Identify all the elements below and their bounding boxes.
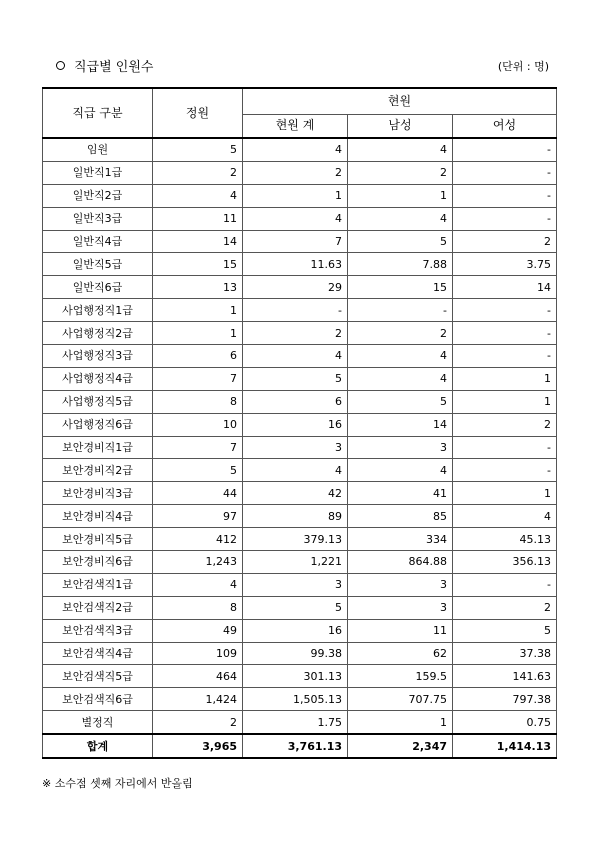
cell-male: 3 [348, 436, 453, 459]
cell-quota: 10 [153, 413, 243, 436]
cell-current-total: 4 [243, 459, 348, 482]
cell-quota: 4 [153, 184, 243, 207]
cell-grade: 보안경비직6급 [43, 551, 153, 574]
cell-male: 4 [348, 207, 453, 230]
cell-grade: 별정직 [43, 711, 153, 734]
cell-current-total: - [243, 299, 348, 322]
cell-quota: 1,243 [153, 551, 243, 574]
cell-current-total: 89 [243, 505, 348, 528]
table-row [43, 345, 557, 368]
cell-male: 2,347 [348, 734, 453, 758]
cell-grade: 일반직1급 [43, 161, 153, 184]
cell-quota: 7 [153, 367, 243, 390]
cell-female: 0.75 [453, 711, 557, 734]
table-row [43, 184, 557, 207]
cell-female: 5 [453, 619, 557, 642]
table-row [43, 436, 557, 459]
cell-quota: 109 [153, 642, 243, 665]
table-row [43, 482, 557, 505]
cell-quota: 6 [153, 345, 243, 368]
cell-male: 864.88 [348, 551, 453, 574]
table-row [43, 276, 557, 299]
table-row [43, 253, 557, 276]
cell-male: 2 [348, 161, 453, 184]
section-title: 직급별 인원수 [74, 60, 154, 75]
cell-quota: 14 [153, 230, 243, 253]
cell-female: - [453, 322, 557, 345]
cell-female: - [453, 573, 557, 596]
cell-quota: 49 [153, 619, 243, 642]
cell-current-total: 3 [243, 573, 348, 596]
cell-female: 14 [453, 276, 557, 299]
cell-female: 797.38 [453, 688, 557, 711]
cell-current-total: 4 [243, 138, 348, 161]
cell-grade: 보안검색직4급 [43, 642, 153, 665]
cell-quota: 5 [153, 138, 243, 161]
cell-quota: 11 [153, 207, 243, 230]
header-quota: 정원 [153, 88, 243, 138]
cell-male: 14 [348, 413, 453, 436]
cell-quota: 97 [153, 505, 243, 528]
cell-male: 2 [348, 322, 453, 345]
cell-current-total: 99.38 [243, 642, 348, 665]
cell-current-total: 301.13 [243, 665, 348, 688]
cell-male: 11 [348, 619, 453, 642]
cell-grade: 사업행정직5급 [43, 390, 153, 413]
table-row [43, 390, 557, 413]
unit-label: (단위 : 명) [497, 60, 549, 73]
circle-bullet-icon [56, 61, 65, 70]
cell-female: - [453, 161, 557, 184]
cell-female: - [453, 299, 557, 322]
cell-quota: 8 [153, 596, 243, 619]
header-current-total: 현원 계 [243, 114, 348, 138]
cell-female: - [453, 207, 557, 230]
cell-grade: 일반직2급 [43, 184, 153, 207]
cell-current-total: 5 [243, 596, 348, 619]
cell-female: 45.13 [453, 528, 557, 551]
cell-female: 1,414.13 [453, 734, 557, 758]
table-row [43, 642, 557, 665]
cell-current-total: 3 [243, 436, 348, 459]
cell-female: 141.63 [453, 665, 557, 688]
cell-female: - [453, 345, 557, 368]
cell-male: 62 [348, 642, 453, 665]
table-row [43, 665, 557, 688]
cell-quota: 1,424 [153, 688, 243, 711]
cell-grade: 사업행정직3급 [43, 345, 153, 368]
cell-female: 2 [453, 596, 557, 619]
cell-male: 7.88 [348, 253, 453, 276]
cell-grade: 보안경비직5급 [43, 528, 153, 551]
table-row [43, 551, 557, 574]
cell-current-total: 16 [243, 619, 348, 642]
cell-current-total: 6 [243, 390, 348, 413]
cell-grade: 임원 [43, 138, 153, 161]
total-row [43, 734, 557, 758]
cell-female: 4 [453, 505, 557, 528]
table-body [43, 138, 557, 758]
cell-grade: 보안경비직1급 [43, 436, 153, 459]
cell-grade: 보안검색직6급 [43, 688, 153, 711]
section-heading [56, 56, 153, 75]
table-row [43, 596, 557, 619]
table-row [43, 138, 557, 161]
cell-male: 15 [348, 276, 453, 299]
cell-current-total: 379.13 [243, 528, 348, 551]
cell-quota: 412 [153, 528, 243, 551]
cell-grade: 일반직5급 [43, 253, 153, 276]
cell-male: 3 [348, 573, 453, 596]
cell-female: - [453, 138, 557, 161]
cell-female: - [453, 436, 557, 459]
cell-female: 1 [453, 390, 557, 413]
table-row [43, 528, 557, 551]
cell-male: 334 [348, 528, 453, 551]
cell-female: 1 [453, 482, 557, 505]
cell-quota: 8 [153, 390, 243, 413]
staff-table [42, 87, 557, 759]
cell-grade: 일반직6급 [43, 276, 153, 299]
cell-male: 1 [348, 184, 453, 207]
cell-male: 5 [348, 230, 453, 253]
cell-grade: 사업행정직4급 [43, 367, 153, 390]
cell-male: 4 [348, 138, 453, 161]
header-female: 여성 [453, 114, 557, 138]
cell-current-total: 2 [243, 161, 348, 184]
cell-quota: 2 [153, 711, 243, 734]
cell-quota: 1 [153, 322, 243, 345]
cell-grade: 보안검색직1급 [43, 573, 153, 596]
cell-current-total: 1,221 [243, 551, 348, 574]
cell-male: 4 [348, 459, 453, 482]
table-row [43, 413, 557, 436]
header-grade: 직급 구분 [43, 88, 153, 138]
cell-current-total: 11.63 [243, 253, 348, 276]
table-row [43, 207, 557, 230]
cell-grade: 사업행정직1급 [43, 299, 153, 322]
table-row [43, 322, 557, 345]
table-row [43, 688, 557, 711]
cell-grade: 보안경비직3급 [43, 482, 153, 505]
cell-current-total: 2 [243, 322, 348, 345]
cell-male: 4 [348, 367, 453, 390]
cell-current-total: 1,505.13 [243, 688, 348, 711]
cell-grade: 보안검색직3급 [43, 619, 153, 642]
cell-female: - [453, 459, 557, 482]
cell-female: 2 [453, 230, 557, 253]
cell-current-total: 4 [243, 207, 348, 230]
cell-male: 4 [348, 345, 453, 368]
cell-female: 2 [453, 413, 557, 436]
table-row [43, 505, 557, 528]
cell-male: 3 [348, 596, 453, 619]
cell-current-total: 29 [243, 276, 348, 299]
table-row [43, 299, 557, 322]
header-male: 남성 [348, 114, 453, 138]
cell-quota: 1 [153, 299, 243, 322]
cell-grade: 보안경비직2급 [43, 459, 153, 482]
cell-current-total: 1 [243, 184, 348, 207]
cell-current-total: 3,761.13 [243, 734, 348, 758]
cell-quota: 4 [153, 573, 243, 596]
cell-quota: 44 [153, 482, 243, 505]
cell-current-total: 1.75 [243, 711, 348, 734]
table-row [43, 367, 557, 390]
table-row [43, 459, 557, 482]
cell-current-total: 5 [243, 367, 348, 390]
table-row [43, 230, 557, 253]
cell-quota: 13 [153, 276, 243, 299]
cell-grade: 일반직3급 [43, 207, 153, 230]
cell-grade: 사업행정직6급 [43, 413, 153, 436]
cell-quota: 15 [153, 253, 243, 276]
cell-male: 1 [348, 711, 453, 734]
cell-female: 3.75 [453, 253, 557, 276]
cell-grade: 보안검색직2급 [43, 596, 153, 619]
cell-female: 37.38 [453, 642, 557, 665]
cell-male: - [348, 299, 453, 322]
cell-current-total: 16 [243, 413, 348, 436]
cell-male: 707.75 [348, 688, 453, 711]
table-row [43, 161, 557, 184]
cell-quota: 7 [153, 436, 243, 459]
cell-current-total: 7 [243, 230, 348, 253]
cell-quota: 464 [153, 665, 243, 688]
cell-female: - [453, 184, 557, 207]
cell-grade: 보안검색직5급 [43, 665, 153, 688]
cell-male: 5 [348, 390, 453, 413]
cell-grade: 합계 [43, 734, 153, 758]
table-row [43, 619, 557, 642]
cell-current-total: 4 [243, 345, 348, 368]
cell-quota: 3,965 [153, 734, 243, 758]
cell-female: 356.13 [453, 551, 557, 574]
table-row [43, 573, 557, 596]
cell-quota: 2 [153, 161, 243, 184]
cell-male: 85 [348, 505, 453, 528]
cell-grade: 사업행정직2급 [43, 322, 153, 345]
cell-male: 41 [348, 482, 453, 505]
table-row [43, 711, 557, 734]
cell-current-total: 42 [243, 482, 348, 505]
cell-grade: 보안경비직4급 [43, 505, 153, 528]
cell-female: 1 [453, 367, 557, 390]
footnote: ※ 소수점 셋째 자리에서 반올림 [42, 777, 193, 790]
cell-male: 159.5 [348, 665, 453, 688]
header-current: 현원 [243, 88, 557, 114]
cell-quota: 5 [153, 459, 243, 482]
cell-grade: 일반직4급 [43, 230, 153, 253]
